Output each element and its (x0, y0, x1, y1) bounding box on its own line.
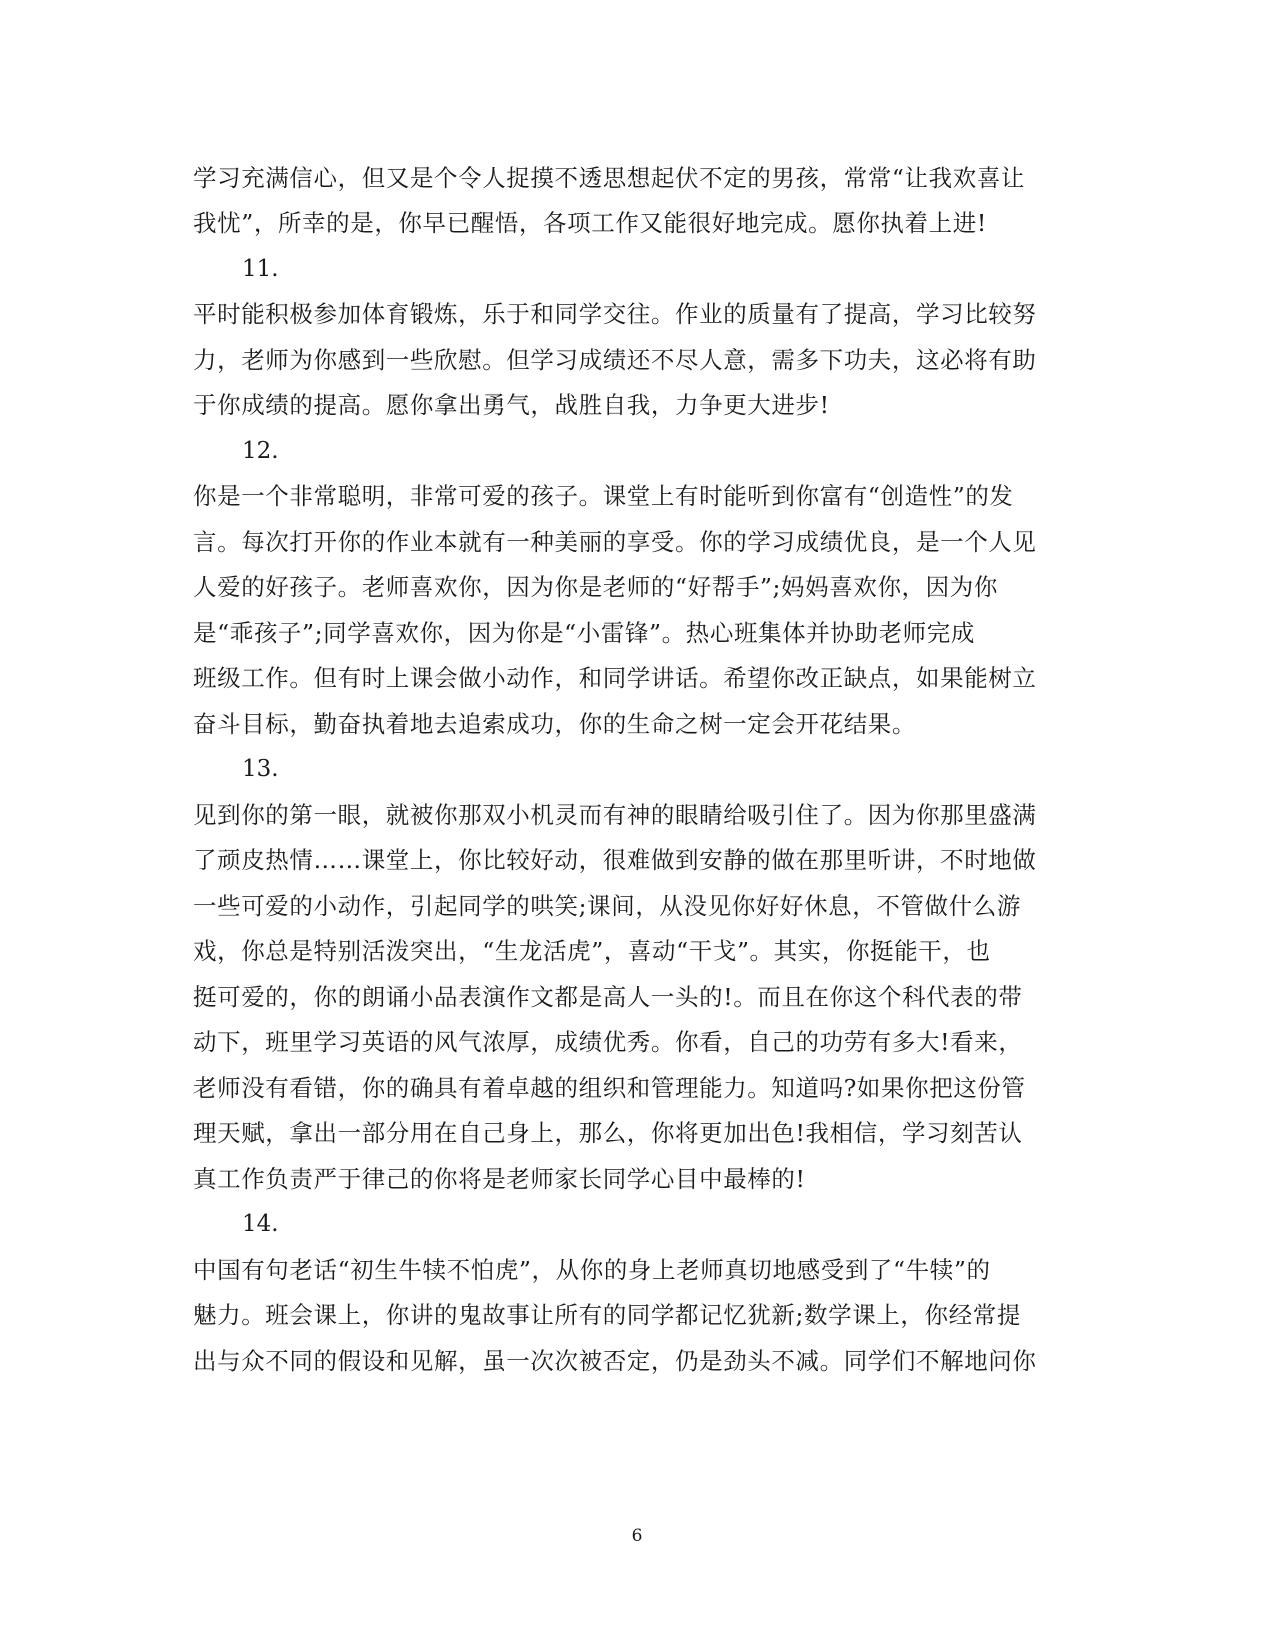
paragraph-line: 戏，你总是特别活泼突出，“生龙活虎”，喜动“干戈”。其实，你挺能干，也 (193, 937, 991, 965)
item-number: 13. (242, 756, 279, 782)
paragraph-line: 人爱的好孩子。老师喜欢你，因为你是老师的“好帮手”;妈妈喜欢你，因为你 (193, 573, 998, 601)
item-number: 14. (242, 1211, 279, 1237)
item-number: 11. (242, 256, 279, 282)
page-number: 6 (631, 1526, 643, 1546)
paragraph-line: 了顽皮热情……课堂上，你比较好动，很难做到安静的做在那里听讲，不时地做 (193, 846, 1037, 874)
paragraph-line: 一些可爱的小动作，引起同学的哄笑;课间，从没见你好好休息，不管做什么游 (193, 892, 1021, 920)
paragraph-line: 出与众不同的假设和见解，虽一次次被否定，仍是劲头不减。同学们不解地问你 (193, 1347, 1037, 1375)
paragraph-line: 中国有句老话“初生牛犊不怕虎”，从你的身上老师真切地感受到了“牛犊”的 (193, 1256, 991, 1284)
paragraph-line: 是“乖孩子”;同学喜欢你，因为你是“小雷锋”。热心班集体并协助老师完成 (193, 619, 975, 647)
paragraph-line: 学习充满信心，但又是个令人捉摸不透思想起伏不定的男孩，常常“让我欢喜让 (193, 164, 1026, 192)
paragraph-line: 动下，班里学习英语的风气浓厚，成绩优秀。你看，自己的功劳有多大!看来， (193, 1028, 1023, 1056)
paragraph-line: 班级工作。但有时上课会做小动作，和同学讲话。希望你改正缺点，如果能树立 (193, 664, 1037, 692)
paragraph-line: 你是一个非常聪明，非常可爱的孩子。课堂上有时能听到你富有“创造性”的发 (193, 482, 1014, 510)
paragraph-line: 真工作负责严于律己的你将是老师家长同学心目中最棒的! (193, 1165, 806, 1193)
item-number: 12. (242, 438, 279, 464)
paragraph-line: 言。每次打开你的作业本就有一种美丽的享受。你的学习成绩优良，是一个人见 (193, 528, 1037, 556)
paragraph-line: 力，老师为你感到一些欣慰。但学习成绩还不尽人意，需多下功夫，这必将有助 (193, 346, 1037, 374)
paragraph-line: 奋斗目标，勤奋执着地去追索成功，你的生命之树一定会开花结果。 (193, 710, 916, 738)
paragraph-line: 挺可爱的，你的朗诵小品表演作文都是高人一头的!。而且在你这个科代表的带 (193, 983, 1023, 1011)
paragraph-line: 于你成绩的提高。愿你拿出勇气，战胜自我，力争更大进步! (193, 391, 830, 419)
paragraph-line: 见到你的第一眼，就被你那双小机灵而有神的眼睛给吸引住了。因为你那里盛满 (193, 801, 1037, 829)
paragraph-line: 平时能积极参加体育锻炼，乐于和同学交往。作业的质量有了提高，学习比较努 (193, 300, 1037, 328)
paragraph-line: 老师没有看错，你的确具有着卓越的组织和管理能力。知道吗?如果你把这份管 (193, 1074, 1026, 1102)
paragraph-line: 魅力。班会课上，你讲的鬼故事让所有的同学都记忆犹新;数学课上，你经常提 (193, 1301, 1021, 1329)
paragraph-line: 我忧”，所幸的是，你早已醒悟，各项工作又能很好地完成。愿你执着上进! (193, 209, 987, 237)
paragraph-line: 理天赋，拿出一部分用在自己身上，那么，你将更加出色!我相信，学习刻苦认 (193, 1119, 1023, 1147)
